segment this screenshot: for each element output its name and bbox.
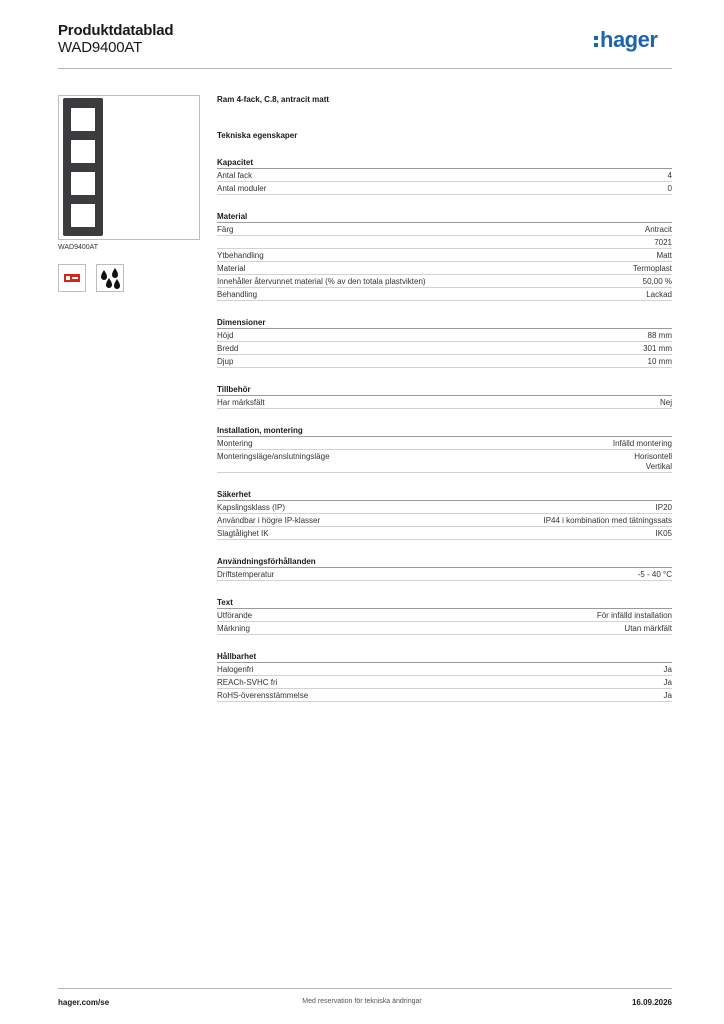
spec-value [668, 171, 672, 181]
spec-value [664, 678, 672, 688]
spec-value-line: Nej [659, 398, 672, 407]
spec-label: Bredd [217, 344, 239, 353]
spec-value-line: Ja [663, 691, 672, 700]
spec-value [638, 570, 672, 580]
product-title: Ram 4-fack, C.8, antracit matt [217, 95, 330, 104]
spec-value [664, 691, 672, 701]
spec-value-line: 7021 [654, 238, 672, 247]
spec-label: Driftstemperatur [217, 570, 275, 579]
spec-value-line: 0 [667, 184, 672, 193]
logo-dots-icon [594, 36, 598, 48]
spec-label: Ytbehandling [217, 251, 264, 260]
spec-value-line: 88 mm [647, 331, 672, 340]
spec-label: REACh-SVHC fri [217, 678, 278, 687]
spec-group-title: Material [217, 211, 672, 223]
spec-content [217, 95, 672, 702]
spec-value-line: 10 mm [647, 357, 672, 366]
spec-label: Färg [217, 225, 234, 234]
spec-value-line: För infälld installation [596, 611, 672, 620]
spec-value [654, 238, 672, 248]
spec-row [217, 527, 672, 540]
spec-label: Behandling [217, 290, 258, 299]
spec-group [217, 556, 672, 581]
spec-value-line: IP44 i kombination med tätningssats [543, 516, 672, 525]
spec-group [217, 651, 672, 702]
spec-label: Har märksfält [217, 398, 265, 407]
spec-label: Användbar i högre IP-klasser [217, 516, 321, 525]
spec-label: Innehåller återvunnet material (% av den totala plastvikten) [217, 277, 426, 286]
spec-group-title: Säkerhet [217, 489, 672, 501]
spec-value [660, 398, 672, 408]
spec-value [645, 225, 672, 235]
spec-label: Märkning [217, 624, 250, 633]
spec-row [217, 249, 672, 262]
spec-row [217, 169, 672, 182]
ip-rating-badge [58, 264, 86, 292]
article-number: WAD9400AT [58, 39, 143, 56]
spec-value-line: Matt [656, 251, 672, 260]
spec-row [217, 609, 672, 622]
spec-group [217, 157, 672, 195]
spec-label: Antal moduler [217, 184, 267, 193]
spec-row [217, 437, 672, 450]
spec-group-title: Installation, montering [217, 425, 672, 437]
spec-row [217, 342, 672, 355]
spec-row [217, 689, 672, 702]
spec-label [217, 238, 654, 248]
spec-label: Höjd [217, 331, 234, 340]
spec-value [613, 439, 672, 449]
spec-value-line: Termoplast [632, 264, 672, 273]
spec-label: RoHS-överensstämmelse [217, 691, 309, 700]
spec-value-line: Ja [663, 665, 672, 674]
spec-row [217, 236, 672, 249]
spec-value [656, 251, 672, 261]
spec-label: Utförande [217, 611, 253, 620]
spec-value [633, 264, 672, 274]
product-image-caption: WAD9400AT [58, 244, 99, 251]
footer-disclaimer: Med reservation för tekniska ändringar [302, 998, 422, 1005]
spec-row [217, 262, 672, 275]
spec-group-title: Kapacitet [217, 157, 672, 169]
spec-group-title: Text [217, 597, 672, 609]
spec-row [217, 182, 672, 195]
spec-group [217, 384, 672, 409]
frame-product-icon [63, 98, 103, 236]
spec-label: Slagtålighet IK [217, 529, 269, 538]
spec-row [217, 355, 672, 368]
spec-row [217, 329, 672, 342]
spec-value [643, 344, 672, 354]
page-title: Produktdatablad [58, 22, 174, 39]
spec-group-title: Hållbarhet [217, 651, 672, 663]
spec-value [543, 516, 672, 526]
spec-value-line: Utan märkfält [624, 624, 672, 633]
spec-group [217, 425, 672, 473]
spec-row [217, 450, 672, 473]
spec-label: Monteringsläge/anslutningsläge [217, 452, 330, 461]
spec-row [217, 288, 672, 301]
spec-row [217, 275, 672, 288]
section-heading: Tekniska egenskaper [217, 131, 298, 140]
spec-group [217, 317, 672, 368]
spec-value-line: 4 [667, 171, 672, 180]
spec-value-line: -5 - 40 °C [637, 570, 672, 579]
spec-label: Material [217, 264, 246, 273]
header-divider [58, 68, 672, 69]
spec-groups [217, 157, 672, 702]
spec-value [668, 184, 672, 194]
footer-divider [58, 988, 672, 989]
spec-value [648, 331, 672, 341]
spec-value [656, 503, 672, 513]
spec-value [646, 290, 672, 300]
spec-value-line: IP20 [655, 503, 672, 512]
spec-value-line: Lackad [646, 290, 672, 299]
spec-value-line: Antracit [644, 225, 672, 234]
spec-value-line: 301 mm [643, 344, 672, 353]
spec-value [664, 665, 672, 675]
spec-value [648, 357, 672, 367]
spec-row [217, 514, 672, 527]
spec-value [624, 624, 672, 634]
spec-value-line: IK05 [655, 529, 672, 538]
spec-value-line: 50,00 % [642, 277, 672, 286]
spec-group [217, 489, 672, 540]
product-image [58, 95, 200, 240]
spec-value-line: Ja [663, 678, 672, 687]
spec-row [217, 568, 672, 581]
spec-value-line: Infälld montering [612, 439, 672, 448]
spec-label: Kapslingsklass (IP) [217, 503, 286, 512]
spec-row [217, 501, 672, 514]
spec-label: Djup [217, 357, 234, 366]
spec-group [217, 597, 672, 635]
spec-value-line: Horisontell [634, 452, 672, 461]
spec-value-line: Vertikal [645, 462, 672, 471]
footer-website-link[interactable]: hager.com/se [58, 998, 110, 1007]
spec-row [217, 223, 672, 236]
water-drops-icon [97, 265, 123, 291]
spec-row [217, 396, 672, 409]
footer-date: 16.09.2026 [631, 998, 672, 1007]
spec-group [217, 211, 672, 301]
spec-value [643, 277, 672, 287]
spec-label: Antal fack [217, 171, 253, 180]
ip-rating-icon [64, 274, 80, 282]
spec-label: Montering [217, 439, 253, 448]
spec-row [217, 663, 672, 676]
spec-row [217, 676, 672, 689]
spec-value [656, 529, 672, 539]
water-drops-badge [96, 264, 124, 292]
spec-value [597, 611, 672, 621]
spec-label: Halogenfri [217, 665, 254, 674]
spec-group-title: Dimensioner [217, 317, 672, 329]
spec-group-title: Tillbehör [217, 384, 672, 396]
spec-group-title: Användningsförhållanden [217, 556, 672, 568]
logo-wordmark: hager [600, 27, 658, 52]
hager-logo[interactable] [594, 28, 674, 58]
spec-value [634, 452, 672, 472]
spec-row [217, 622, 672, 635]
